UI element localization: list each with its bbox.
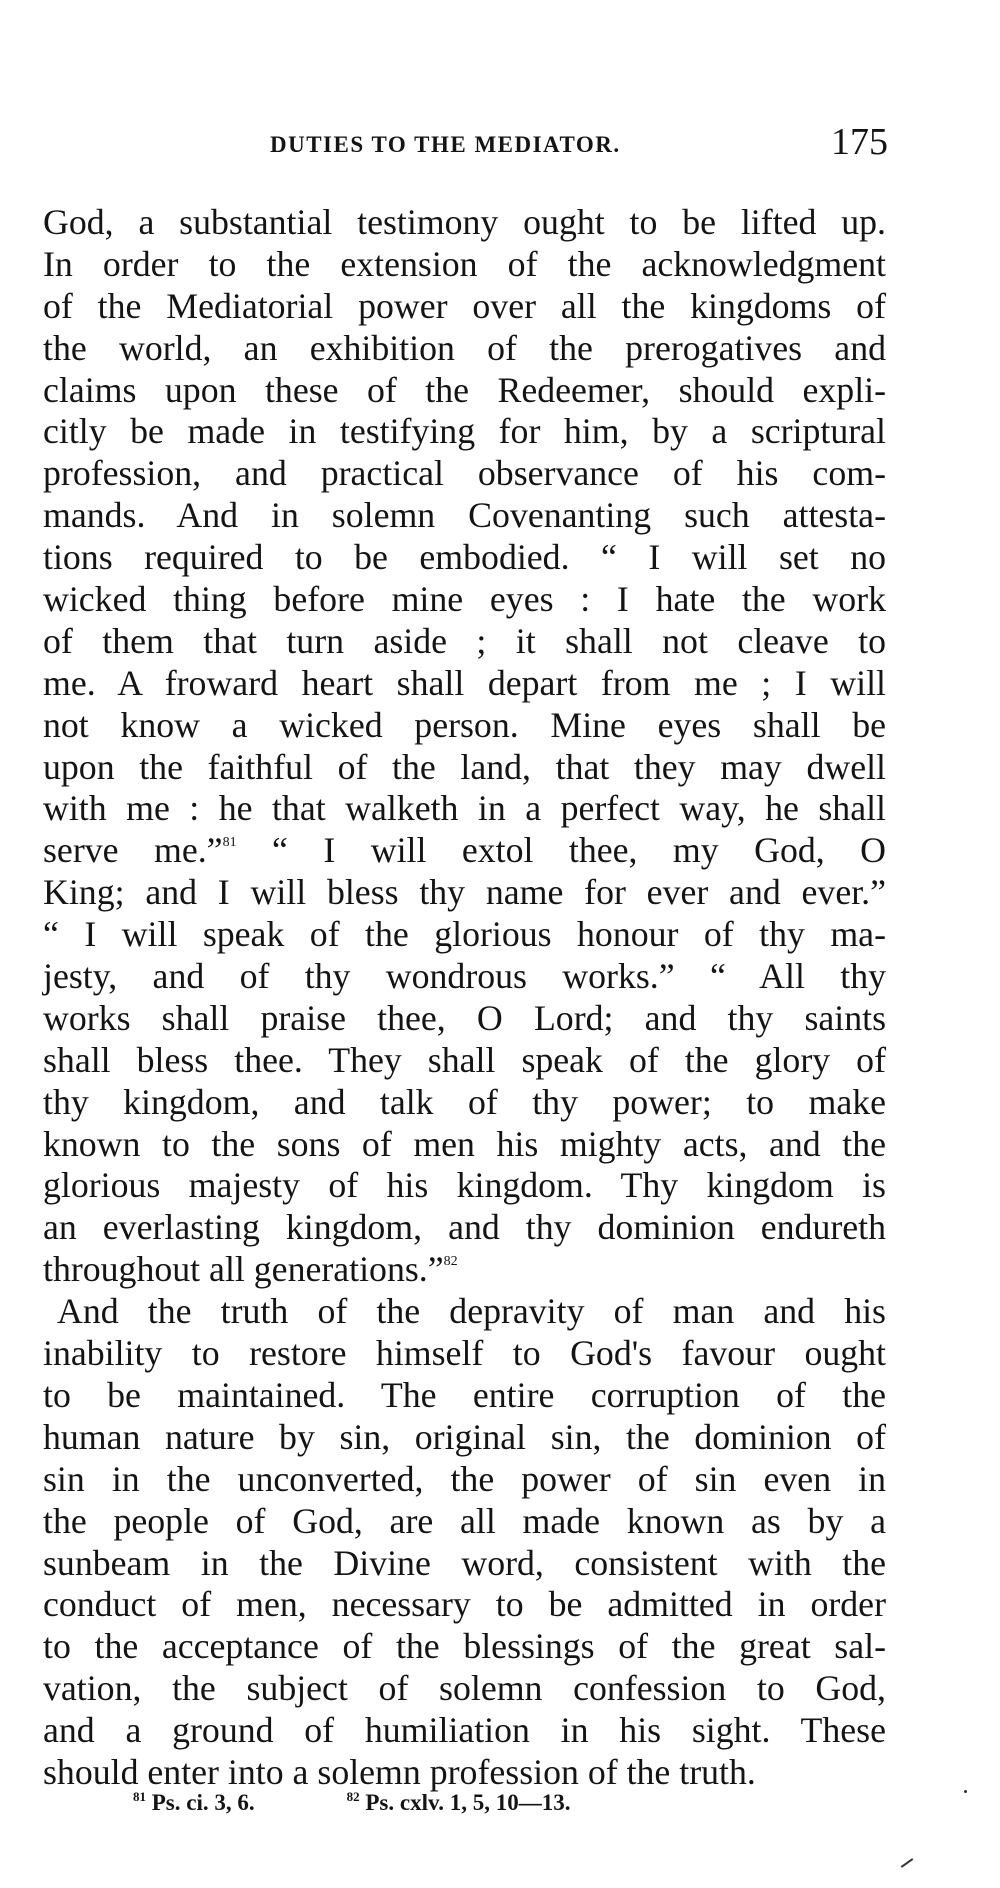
line-text: me. A froward heart shall depart from me ; I will bbox=[43, 662, 886, 703]
line-text: mands. And in solemn Covenanting such attesta- bbox=[43, 495, 886, 536]
line-text: human nature by sin, original sin, the dominion of bbox=[43, 1416, 886, 1457]
footnote-reference: 81 bbox=[222, 835, 237, 851]
line-text: known to the sons of men his mighty acts, and the bbox=[43, 1123, 886, 1164]
line-text: tions required to be embodied. “ I will set no bbox=[43, 537, 886, 578]
pen-mark bbox=[901, 1858, 914, 1868]
text-line bbox=[43, 914, 886, 956]
text-line bbox=[43, 1082, 886, 1124]
line-text: of them that turn aside ; it shall not cleave to bbox=[43, 620, 886, 661]
running-head: DUTIES TO THE MEDIATOR. bbox=[270, 132, 621, 157]
line-text: “ I will speak of the glorious honour of thy ma- bbox=[43, 914, 886, 955]
line-text: to the acceptance of the blessings of the great sal- bbox=[43, 1626, 886, 1667]
text-line bbox=[43, 747, 886, 789]
text-line bbox=[43, 705, 886, 747]
footnote-marker: 81 bbox=[133, 1789, 146, 1804]
line-text: sin in the unconverted, the power of sin even in bbox=[43, 1458, 886, 1499]
footnote-text: Ps. cxlv. 1, 5, 10—13. bbox=[365, 1790, 571, 1815]
line-text: inability to restore himself to God's favour ought bbox=[43, 1333, 886, 1374]
line-text: profession, and practical observance of his com- bbox=[43, 453, 886, 494]
line-text: And the truth of the depravity of man and his bbox=[57, 1291, 886, 1332]
line-text: sunbeam in the Divine word, consistent with the bbox=[43, 1542, 886, 1583]
footnote bbox=[133, 1790, 255, 1815]
footnote-marker: 82 bbox=[346, 1789, 360, 1804]
text-line bbox=[43, 537, 886, 579]
line-text: the world, an exhibition of the prerogatives and bbox=[43, 327, 886, 368]
text-line bbox=[43, 495, 886, 537]
line-text: jesty, and of thy wondrous works.” “ All thy bbox=[43, 956, 886, 997]
ink-speck bbox=[964, 1790, 967, 1793]
line-text: conduct of men, necessary to be admitted in order bbox=[43, 1584, 886, 1625]
text-line bbox=[43, 328, 886, 370]
page-number: 175 bbox=[831, 121, 888, 163]
text-line bbox=[43, 621, 886, 663]
line-text: upon the faithful of the land, that they may dwell bbox=[43, 746, 886, 787]
text-line bbox=[43, 830, 886, 872]
line-text: to be maintained. The entire corruption of the bbox=[43, 1374, 886, 1415]
line-text: King; and I will bless thy name for ever and ever.” bbox=[43, 872, 886, 913]
line-text: and a ground of humiliation in his sight. These bbox=[43, 1710, 886, 1751]
text-line bbox=[43, 1501, 886, 1543]
text-line bbox=[43, 1626, 886, 1668]
line-text: throughout all generations.” bbox=[43, 1249, 444, 1290]
text-line bbox=[43, 286, 886, 328]
footnote-reference: 82 bbox=[443, 1254, 458, 1270]
line-text: claims upon these of the Redeemer, should expli- bbox=[43, 369, 886, 410]
text-line bbox=[43, 788, 886, 830]
line-text: with me : he that walketh in a perfect way, he shall bbox=[43, 788, 886, 829]
text-line bbox=[43, 1375, 886, 1417]
text-line bbox=[43, 244, 886, 286]
line-text-continued: “ I will extol thee, my God, O bbox=[236, 830, 887, 871]
text-line bbox=[43, 1417, 886, 1459]
line-text: wicked thing before mine eyes : I hate the work bbox=[43, 579, 886, 620]
text-line bbox=[43, 1333, 886, 1375]
footnotes bbox=[133, 1790, 570, 1816]
text-line bbox=[43, 1668, 886, 1710]
text-line bbox=[43, 1752, 886, 1794]
text-line bbox=[43, 411, 886, 453]
text-line bbox=[43, 453, 886, 495]
line-text: an everlasting kingdom, and thy dominion endureth bbox=[43, 1207, 886, 1248]
line-text: not know a wicked person. Mine eyes shall be bbox=[43, 704, 886, 745]
text-line bbox=[43, 1165, 886, 1207]
text-line bbox=[43, 956, 886, 998]
text-line bbox=[43, 1207, 886, 1249]
text-line bbox=[43, 998, 886, 1040]
footnote-text: Ps. ci. 3, 6. bbox=[151, 1790, 255, 1815]
text-line bbox=[43, 1291, 886, 1333]
body-text bbox=[43, 202, 886, 1794]
text-line bbox=[43, 1584, 886, 1626]
text-line bbox=[43, 1710, 886, 1752]
line-text: shall bless thee. They shall speak of the glory of bbox=[43, 1039, 886, 1080]
line-text: vation, the subject of solemn confession to God, bbox=[43, 1668, 886, 1709]
text-line bbox=[43, 1543, 886, 1585]
line-text: God, a substantial testimony ought to be lifted up. bbox=[43, 202, 886, 242]
text-line bbox=[43, 872, 886, 914]
text-line bbox=[43, 579, 886, 621]
footnote bbox=[347, 1790, 571, 1815]
line-text: In order to the extension of the acknowledgment bbox=[43, 243, 886, 284]
line-text: thy kingdom, and talk of thy power; to make bbox=[43, 1081, 886, 1122]
text-line bbox=[43, 370, 886, 412]
line-text: glorious majesty of his kingdom. Thy kingdom is bbox=[43, 1165, 886, 1206]
text-line bbox=[43, 1249, 886, 1291]
line-text: citly be made in testifying for him, by a scriptural bbox=[43, 411, 886, 452]
line-text: should enter into a solemn profession of the truth. bbox=[43, 1751, 756, 1792]
text-line bbox=[43, 663, 886, 705]
line-text: works shall praise thee, O Lord; and thy saints bbox=[43, 997, 886, 1038]
line-text: serve me.” bbox=[43, 830, 223, 871]
text-line bbox=[43, 1459, 886, 1501]
text-line bbox=[43, 202, 886, 244]
line-text: of the Mediatorial power over all the kingdoms of bbox=[43, 285, 886, 326]
text-line bbox=[43, 1124, 886, 1166]
text-line bbox=[43, 1040, 886, 1082]
line-text: the people of God, are all made known as by a bbox=[43, 1500, 886, 1541]
